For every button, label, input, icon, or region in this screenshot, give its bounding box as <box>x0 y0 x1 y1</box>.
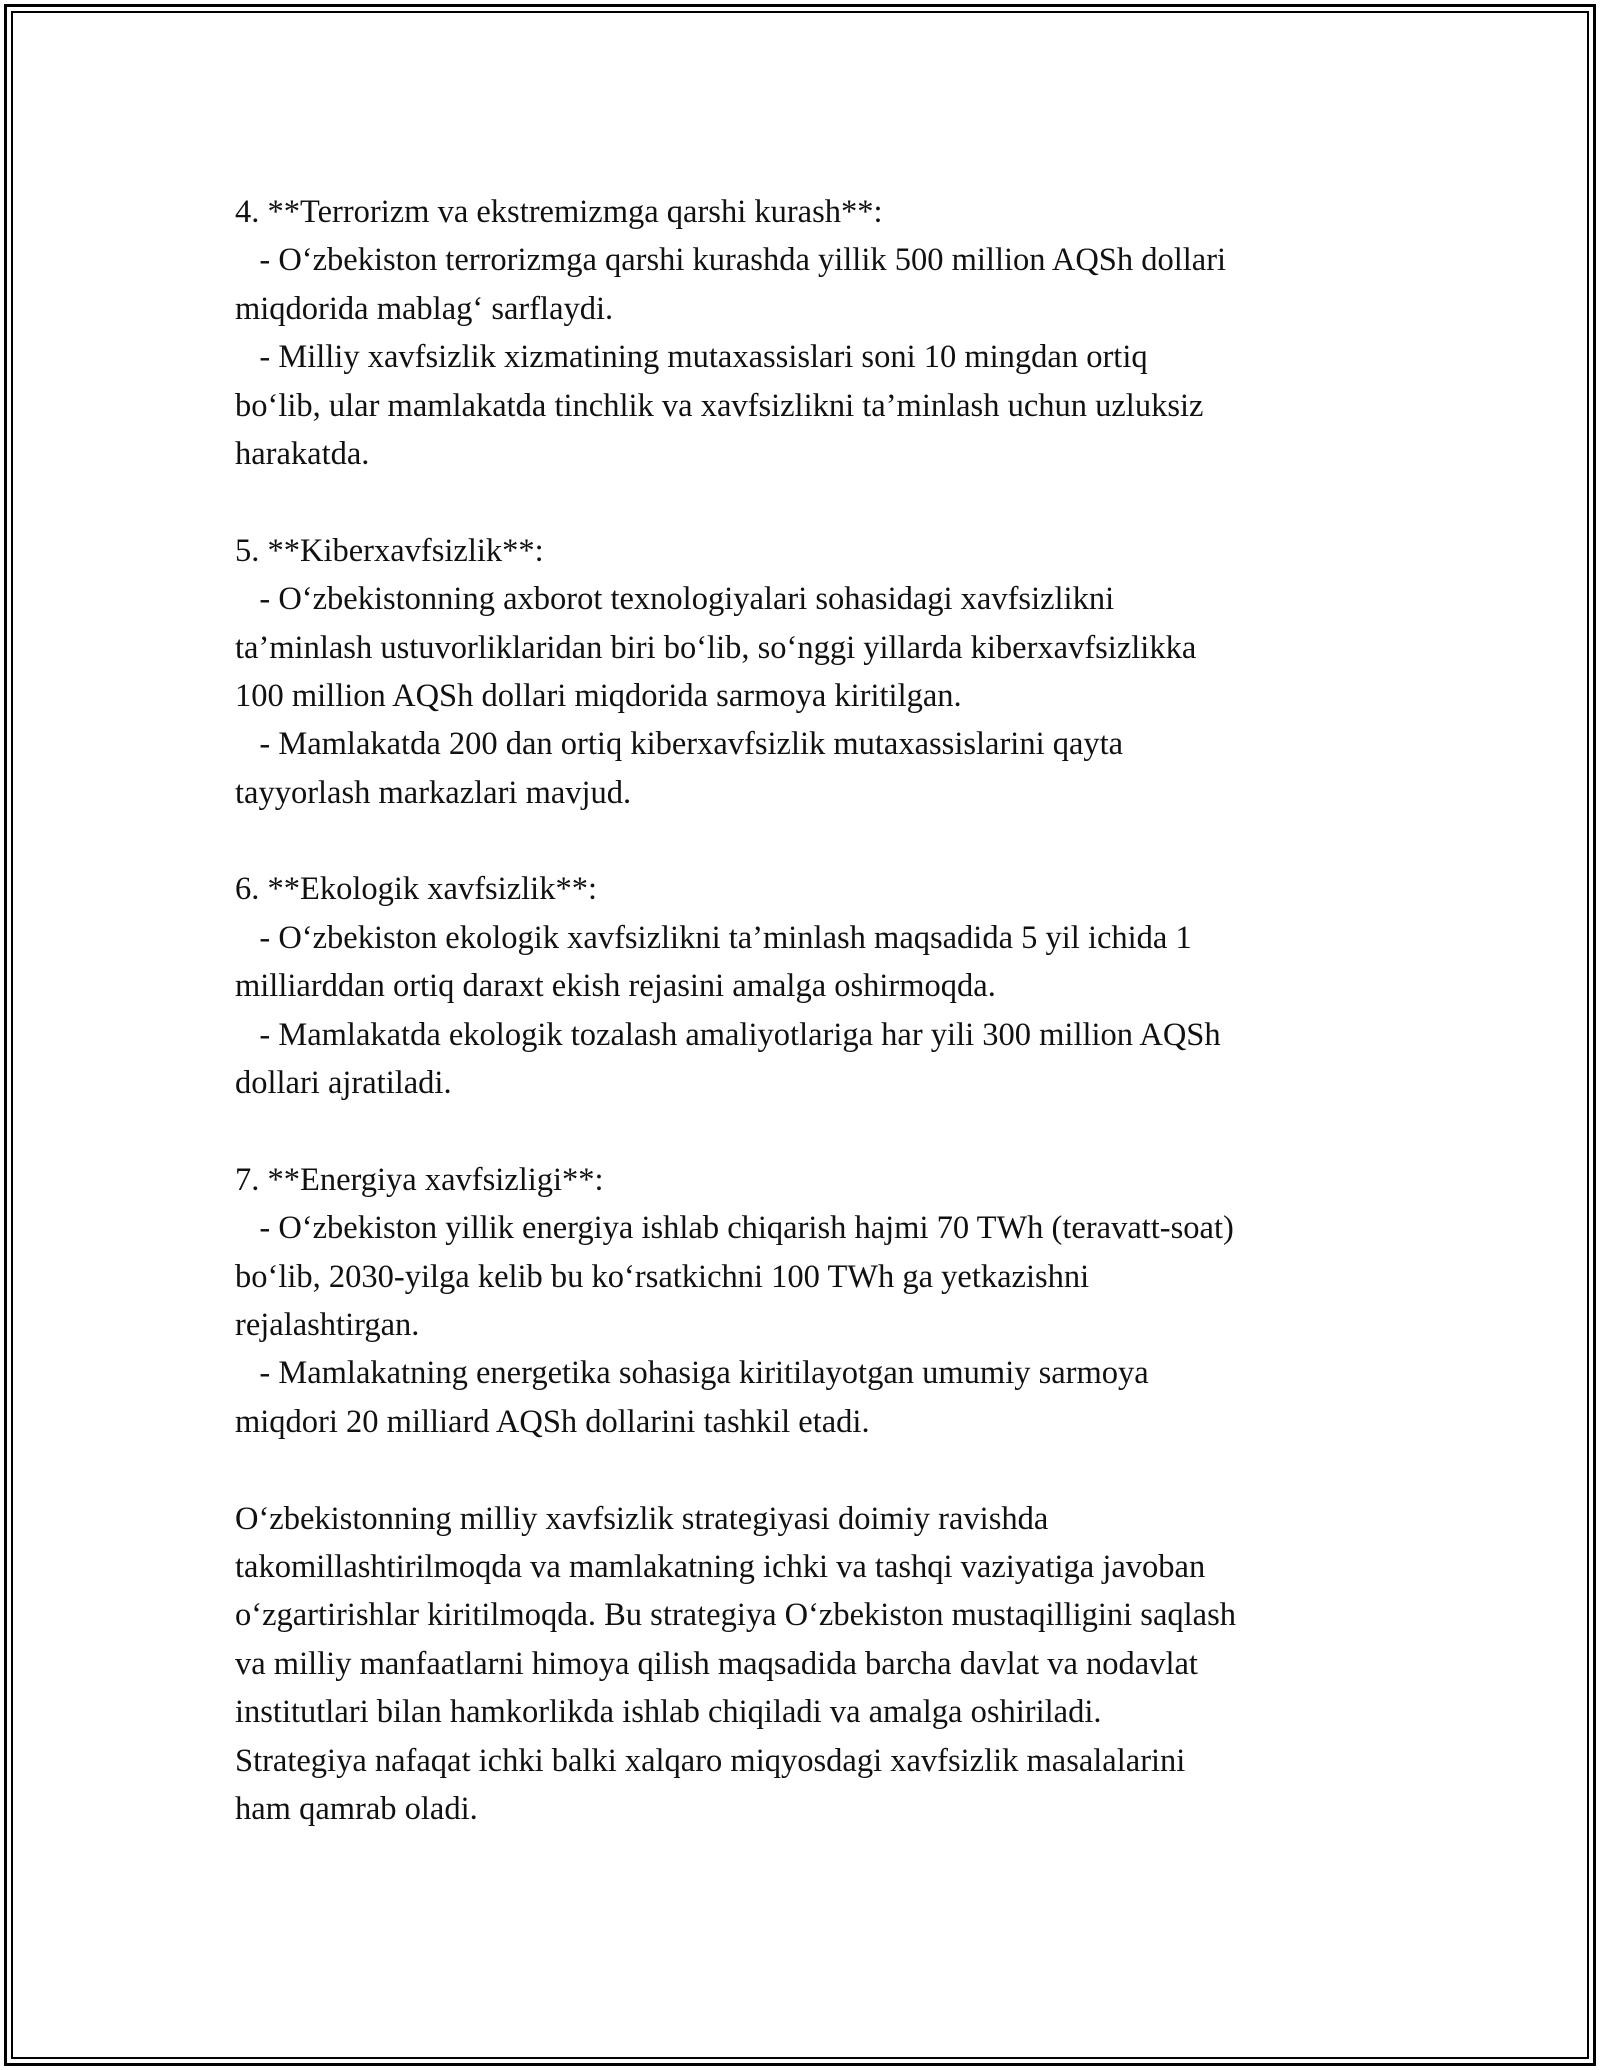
paragraph-line: miqdori 20 milliard AQSh dollarini tashkil etadi. <box>235 1403 870 1440</box>
paragraph-line: Strategiya nafaqat ichki balki xalqaro miqyosdagi xavfsizlik masalalarini <box>235 1742 1186 1779</box>
paragraph-line: va milliy manfaatlarni himoya qilish maqsadida barcha davlat va nodavlat <box>235 1645 1198 1682</box>
paragraph-line: tayyorlash markazlari mavjud. <box>235 774 632 811</box>
paragraph-line: - Mamlakatda ekologik tozalash amaliyotlariga har yili 300 million AQSh <box>235 1016 1221 1053</box>
section-cybersecurity <box>235 527 1375 817</box>
paragraph-line: miqdorida mablag‘ sarflaydi. <box>235 290 614 327</box>
section-energy <box>235 1156 1375 1446</box>
paragraph-gap <box>235 1446 1375 1494</box>
paragraph-gap <box>235 478 1375 526</box>
paragraph-line: ta’minlash ustuvorliklaridan biri bo‘lib, so‘nggi yillarda kiberxavfsizlikka <box>235 629 1197 666</box>
paragraph-line: dollari ajratiladi. <box>235 1065 452 1102</box>
paragraph-line: takomillashtirilmoqda va mamlakatning ichki va tashqi vaziyatiga javoban <box>235 1548 1206 1585</box>
section-heading: 7. **Energiya xavfsizligi**: <box>235 1161 604 1198</box>
paragraph-line: - Milliy xavfsizlik xizmatining mutaxassislari soni 10 mingdan ortiq <box>235 339 1148 376</box>
paragraph-line: - O‘zbekiston terrorizmga qarshi kurashda yillik 500 million AQSh dollari <box>235 242 1227 279</box>
section-ecological <box>235 865 1375 1107</box>
paragraph-line: ham qamrab oladi. <box>235 1790 478 1827</box>
paragraph-gap <box>235 817 1375 865</box>
section-terrorism <box>235 188 1375 478</box>
conclusion-paragraph <box>235 1495 1375 1834</box>
paragraph-gap <box>235 1107 1375 1155</box>
paragraph-line: - Mamlakatda 200 dan ortiq kiberxavfsizlik mutaxassislarini qayta <box>235 726 1124 763</box>
paragraph-line: milliarddan ortiq daraxt ekish rejasini amalga oshirmoqda. <box>235 968 996 1005</box>
paragraph-line: - O‘zbekiston ekologik xavfsizlikni ta’minlash maqsadida 5 yil ichida 1 <box>235 919 1192 956</box>
paragraph-line: bo‘lib, ular mamlakatda tinchlik va xavfsizlikni ta’minlash uchun uzluksiz <box>235 387 1204 424</box>
paragraph-line: 100 million AQSh dollari miqdorida sarmoya kiritilgan. <box>235 677 962 714</box>
section-heading: 6. **Ekologik xavfsizlik**: <box>235 871 597 908</box>
paragraph-line: - O‘zbekiston yillik energiya ishlab chiqarish hajmi 70 TWh (teravatt-soat) <box>235 1210 1234 1247</box>
paragraph-line: bo‘lib, 2030-yilga kelib bu ko‘rsatkichni 100 TWh ga yetkazishni <box>235 1258 1090 1295</box>
paragraph-line: rejalashtirgan. <box>235 1306 420 1343</box>
section-heading: 4. **Terrorizm va ekstremizmga qarshi kurash**: <box>235 194 883 230</box>
paragraph-line: harakatda. <box>235 435 370 472</box>
document-body <box>235 188 1375 1833</box>
paragraph-line: - O‘zbekistonning axborot texnologiyalari sohasidagi xavfsizlikni <box>235 581 1115 618</box>
paragraph-line: O‘zbekistonning milliy xavfsizlik strategiyasi doimiy ravishda <box>235 1500 1049 1537</box>
paragraph-line: o‘zgartirishlar kiritilmoqda. Bu strategiya O‘zbekiston mustaqilligini saqlash <box>235 1597 1236 1634</box>
paragraph-line: institutlari bilan hamkorlikda ishlab chiqiladi va amalga oshiriladi. <box>235 1694 1102 1731</box>
paragraph-line: - Mamlakatning energetika sohasiga kiritilayotgan umumiy sarmoya <box>235 1355 1149 1392</box>
section-heading: 5. **Kiberxavfsizlik**: <box>235 532 544 569</box>
